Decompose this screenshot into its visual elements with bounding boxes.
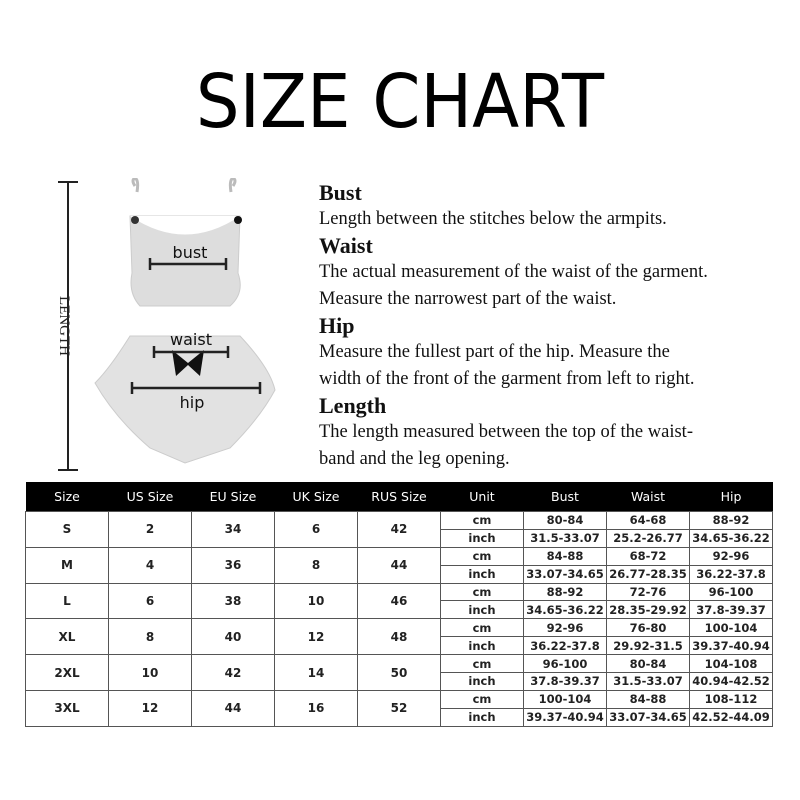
bust-label: bust [172, 243, 208, 262]
top-garment [130, 178, 242, 306]
measurement-descriptions [319, 180, 789, 473]
cell-rus: 44 [358, 547, 441, 583]
description-text: width of the front of the garment from left to right. [319, 369, 695, 389]
cell-bust: 34.65-36.22 [524, 601, 607, 619]
cell-rus: 48 [358, 619, 441, 655]
cell-bust: 100-104 [524, 690, 607, 708]
cell-bust: 84-88 [524, 547, 607, 565]
cell-bust: 92-96 [524, 619, 607, 637]
cell-unit: inch [441, 529, 524, 547]
waist-label: waist [170, 330, 212, 349]
cell-hip: 42.52-44.09 [690, 708, 773, 726]
cell-us: 2 [109, 512, 192, 548]
cell-unit: cm [441, 690, 524, 708]
cell-eu: 42 [192, 655, 275, 691]
cell-hip: 100-104 [690, 619, 773, 637]
cell-unit: cm [441, 512, 524, 530]
table-row [26, 512, 773, 530]
cell-waist: 68-72 [607, 547, 690, 565]
cell-eu: 34 [192, 512, 275, 548]
description-text: Measure the narrowest part of the waist. [319, 289, 617, 309]
cell-uk: 14 [275, 655, 358, 691]
cell-size: 3XL [26, 690, 109, 726]
cell-hip: 104-108 [690, 655, 773, 673]
cell-bust: 31.5-33.07 [524, 529, 607, 547]
table-row [26, 690, 773, 708]
cell-us: 10 [109, 655, 192, 691]
cell-waist: 76-80 [607, 619, 690, 637]
column-header: Bust [524, 482, 607, 512]
description-heading: Bust [319, 180, 362, 205]
garment-illustration [30, 178, 315, 478]
cell-bust: 80-84 [524, 512, 607, 530]
cell-bust: 33.07-34.65 [524, 565, 607, 583]
description-text: The length measured between the top of the waist- [319, 422, 693, 442]
cell-hip: 37.8-39.37 [690, 601, 773, 619]
column-header: Unit [441, 482, 524, 512]
size-table [25, 482, 773, 727]
page-title: SIZE CHART [195, 59, 605, 145]
cell-bust: 88-92 [524, 583, 607, 601]
cell-hip: 88-92 [690, 512, 773, 530]
column-header: Size [26, 482, 109, 512]
cell-hip: 39.37-40.94 [690, 637, 773, 655]
cell-waist: 26.77-28.35 [607, 565, 690, 583]
cell-waist: 33.07-34.65 [607, 708, 690, 726]
cell-uk: 10 [275, 583, 358, 619]
hip-label: hip [179, 393, 205, 412]
cell-uk: 8 [275, 547, 358, 583]
cell-size: 2XL [26, 655, 109, 691]
cell-bust: 37.8-39.37 [524, 673, 607, 691]
cell-hip: 108-112 [690, 690, 773, 708]
cell-unit: inch [441, 708, 524, 726]
description-heading: Waist [319, 233, 373, 258]
cell-unit: cm [441, 547, 524, 565]
cell-unit: cm [441, 619, 524, 637]
description-heading: Hip [319, 313, 355, 338]
table-row [26, 619, 773, 637]
cell-waist: 28.35-29.92 [607, 601, 690, 619]
cell-waist: 84-88 [607, 690, 690, 708]
cell-uk: 6 [275, 512, 358, 548]
cell-waist: 31.5-33.07 [607, 673, 690, 691]
cell-waist: 80-84 [607, 655, 690, 673]
cell-size: S [26, 512, 109, 548]
cell-unit: inch [441, 673, 524, 691]
cell-rus: 52 [358, 690, 441, 726]
cell-unit: inch [441, 637, 524, 655]
cell-eu: 40 [192, 619, 275, 655]
description-heading: Length [319, 393, 387, 418]
column-header: US Size [109, 482, 192, 512]
cell-waist: 25.2-26.77 [607, 529, 690, 547]
cell-waist: 29.92-31.5 [607, 637, 690, 655]
cell-waist: 72-76 [607, 583, 690, 601]
column-header: EU Size [192, 482, 275, 512]
table-row [26, 583, 773, 601]
description-text: band and the leg opening. [319, 449, 510, 469]
cell-rus: 42 [358, 512, 441, 548]
cell-uk: 16 [275, 690, 358, 726]
column-header: RUS Size [358, 482, 441, 512]
cell-bust: 39.37-40.94 [524, 708, 607, 726]
cell-eu: 36 [192, 547, 275, 583]
cell-unit: inch [441, 601, 524, 619]
cell-bust: 36.22-37.8 [524, 637, 607, 655]
cell-hip: 92-96 [690, 547, 773, 565]
cell-rus: 46 [358, 583, 441, 619]
cell-us: 6 [109, 583, 192, 619]
cell-bust: 96-100 [524, 655, 607, 673]
column-header: Hip [690, 482, 773, 512]
cell-waist: 64-68 [607, 512, 690, 530]
table-header-row [26, 482, 773, 512]
description-text: The actual measurement of the waist of the garment. [319, 262, 708, 282]
table-row [26, 655, 773, 673]
cell-size: XL [26, 619, 109, 655]
column-header: UK Size [275, 482, 358, 512]
cell-us: 4 [109, 547, 192, 583]
cell-rus: 50 [358, 655, 441, 691]
column-header: Waist [607, 482, 690, 512]
cell-unit: cm [441, 655, 524, 673]
cell-eu: 44 [192, 690, 275, 726]
description-text: Measure the fullest part of the hip. Measure the [319, 342, 670, 362]
cell-hip: 96-100 [690, 583, 773, 601]
cell-uk: 12 [275, 619, 358, 655]
cell-hip: 40.94-42.52 [690, 673, 773, 691]
cell-unit: inch [441, 565, 524, 583]
cell-us: 12 [109, 690, 192, 726]
length-label: LENGTH [56, 296, 72, 356]
cell-hip: 36.22-37.8 [690, 565, 773, 583]
cell-size: M [26, 547, 109, 583]
cell-hip: 34.65-36.22 [690, 529, 773, 547]
cell-size: L [26, 583, 109, 619]
table-row [26, 547, 773, 565]
cell-unit: cm [441, 583, 524, 601]
description-text: Length between the stitches below the armpits. [319, 209, 667, 229]
cell-us: 8 [109, 619, 192, 655]
cell-eu: 38 [192, 583, 275, 619]
